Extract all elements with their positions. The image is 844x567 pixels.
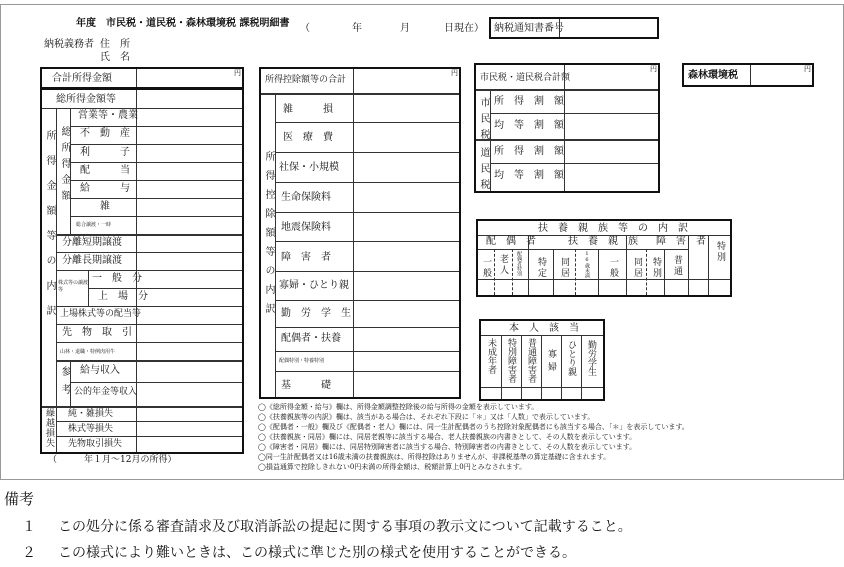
income-row-label: 先物取引損失 (68, 439, 123, 449)
dep-col-label: 普通 (672, 255, 682, 277)
date-suffix: 日現在） (444, 23, 484, 34)
dep-col-label: 老人 (498, 254, 508, 276)
remarks-heading: 備考 (4, 490, 35, 508)
reference-label: 参考 (59, 366, 70, 402)
income-row-label: 営業等・農業 (78, 110, 138, 121)
yen-mark: 円 (650, 65, 657, 73)
income-row-label: 株式等損失 (68, 424, 114, 434)
dep-col-label: 特定 (536, 257, 546, 279)
date-month: 月 (400, 23, 410, 34)
income-row-label: 上 場 分 (98, 291, 148, 302)
remark-number: ２ (22, 545, 36, 561)
dep-col-label: 同居 (632, 257, 642, 279)
forest-tax-box (682, 63, 814, 87)
income-row-label: 上場株式等の配当等 (60, 309, 142, 319)
deductions-side-label: 所得控除額等の内訳 (263, 151, 274, 322)
dep-col-label: 16歳未満 (584, 251, 590, 278)
self-col-label: 勤労学生 (586, 340, 596, 376)
dependents-header: 扶 養 親 族 (568, 236, 638, 247)
income-year-footnote: （ 年１月〜12月の所得） (48, 455, 177, 465)
income-row-label: 分離短期譲渡 (62, 237, 122, 248)
pref-tax-label: 道民税 (478, 147, 489, 195)
carryover-label: 繰越損失 (44, 408, 54, 448)
date-year: 年 (352, 23, 362, 34)
deduction-row-label: 障 害 者 (281, 252, 331, 263)
note-line: ◯同一生計配偶者又は16歳未満の扶養親族は、所得控除はありませんが、非課税基準の算定基礎に含まれます。 (258, 453, 611, 461)
income-row-label: 一 般 分 (92, 273, 142, 284)
dep-col-label: 一般 (608, 257, 618, 279)
note-line: ◯《障害者・同居》欄には、同居特別障害者に該当する場合、特別障害者の内書きとして、その人数を表示しています。 (258, 443, 637, 451)
tax-total-label: 市民税・道民税合計額 (480, 73, 571, 83)
taxpayer-name-label: 氏 名 (100, 52, 130, 63)
deductions-table (259, 67, 461, 399)
date-open: （ (300, 23, 310, 34)
forest-tax-label: 森林環境税 (688, 70, 738, 81)
city-tax-label: 市民税 (478, 97, 489, 145)
deduction-row-label: 配偶特別・特養特別 (279, 358, 325, 364)
total-income-box (40, 67, 244, 89)
dependents-title: 扶 養 親 族 等 の 内 訳 (538, 223, 688, 234)
yen-mark: 円 (234, 69, 241, 77)
note-line: ◯《扶養親族等の内訳》欄は、該当がある場合は、それぞれ下段に「＊」又は「人数」で表示しています。 (258, 413, 595, 421)
dep-col-label: 特別 (651, 257, 661, 279)
dep-col-label: 配偶者特別 (516, 251, 522, 276)
deduction-row-label: 基 礎 (281, 380, 331, 391)
remark-text: この様式により難いときは、この様式に準じた別の様式を使用することができる。 (58, 545, 576, 561)
note-line: ◯《総所得金額・給与》欄は、所得金額調整控除後の給与所得の金額を表示しています。 (258, 403, 539, 411)
disabled-header: 障 害 者 (656, 236, 706, 247)
spouse-header: 配 偶 者 (486, 236, 536, 247)
self-col-label: 未成年者 (486, 338, 496, 374)
income-row-label: 純・雑損失 (68, 409, 114, 419)
income-outer-label: 所得金額等の内訳 (44, 130, 55, 330)
deduction-row-label: 寡婦・ひとり親 (279, 280, 349, 291)
remark-text: この処分に係る審査請求及び取消訴訟の提起に関する事項の教示文について記載すること。 (58, 519, 632, 535)
income-row-label: 利 子 (80, 147, 130, 158)
dep-col-label: 特別 (715, 241, 725, 263)
dep-col-label: 一般 (481, 257, 491, 279)
income-row-label: 山林・退職・特例肉用牛 (60, 349, 116, 355)
deductions-total-label: 所得控除額等の合計 (265, 75, 347, 85)
deduction-row-label: 社保・小規模 (279, 162, 339, 173)
tax-row-label: 所 得 割 額 (494, 146, 564, 157)
income-row-label: 先 物 取 引 (62, 327, 132, 338)
dep-col-label: 同居 (559, 257, 569, 279)
stock-label: 株式等の譲渡等 (58, 280, 89, 293)
deduction-row-label: 生命保険料 (281, 192, 331, 203)
dependents-table (476, 219, 732, 297)
total-income-amounts-label: 総所得金額等 (56, 94, 116, 105)
self-status-title: 本 人 該 当 (509, 323, 579, 334)
income-row-label: 雑 (100, 201, 110, 212)
taxpayer-address-label: 住 所 (100, 39, 130, 50)
tax-totals-table (474, 63, 660, 193)
yen-mark: 円 (804, 65, 811, 73)
deduction-row-label: 勤 労 学 生 (281, 308, 351, 319)
yen-mark: 円 (451, 69, 458, 77)
tax-row-label: 所 得 割 額 (494, 96, 564, 107)
self-col-label: 寡婦 (546, 349, 556, 375)
income-breakdown-table (40, 88, 244, 454)
tax-row-label: 均 等 割 額 (494, 120, 564, 131)
deduction-row-label: 雑 損 (283, 104, 333, 115)
deduction-row-label: 医 療 費 (283, 132, 333, 143)
income-row-label: 総合譲渡・一時 (76, 222, 112, 228)
self-col-label: ひとり親 (566, 340, 576, 376)
note-line: ◯損益通算で控除しきれない0円未満の所得金額は、税額計算上0円とみなされます。 (258, 463, 527, 471)
income-row-label: 不 動 産 (80, 128, 130, 139)
form-title: 年度 市民税・道民税・森林環境税 課税明細書 (76, 18, 290, 29)
deduction-row-label: 配偶者・扶養 (281, 333, 341, 344)
taxpayer-label: 納税義務者 (44, 39, 94, 50)
income-row-label: 分離長期譲渡 (62, 255, 122, 266)
income-row-label: 公的年金等収入 (74, 387, 138, 397)
tax-row-label: 均 等 割 額 (494, 170, 564, 181)
self-col-label: 特別障害者 (506, 338, 516, 383)
subtotal-label: 総所得金額 (59, 126, 70, 206)
income-row-label: 給 与 (80, 183, 130, 194)
income-row-label: 配 当 (80, 165, 130, 176)
remark-number: １ (22, 519, 36, 535)
notice-number-label: 納税通知書番号 (494, 23, 564, 34)
self-status-table (479, 319, 605, 401)
income-row-label: 給与収入 (80, 365, 120, 376)
note-line: ◯《扶養親族・同居》欄には、同居老親等に該当する場合、老人扶養親族の内書きとして、その人数を表示しています。 (258, 433, 637, 441)
total-income-label: 合計所得金額 (52, 73, 112, 84)
notice-number-box (489, 17, 659, 39)
deduction-row-label: 地震保険料 (281, 222, 331, 233)
self-col-label: 普通障害者 (526, 338, 536, 383)
note-line: ◯《配偶者・一般》欄及び《配偶者・老人》欄には、同一生計配偶者のうち控除対象配偶者にも該当する場合、「＊」を表示しています。 (258, 423, 689, 431)
